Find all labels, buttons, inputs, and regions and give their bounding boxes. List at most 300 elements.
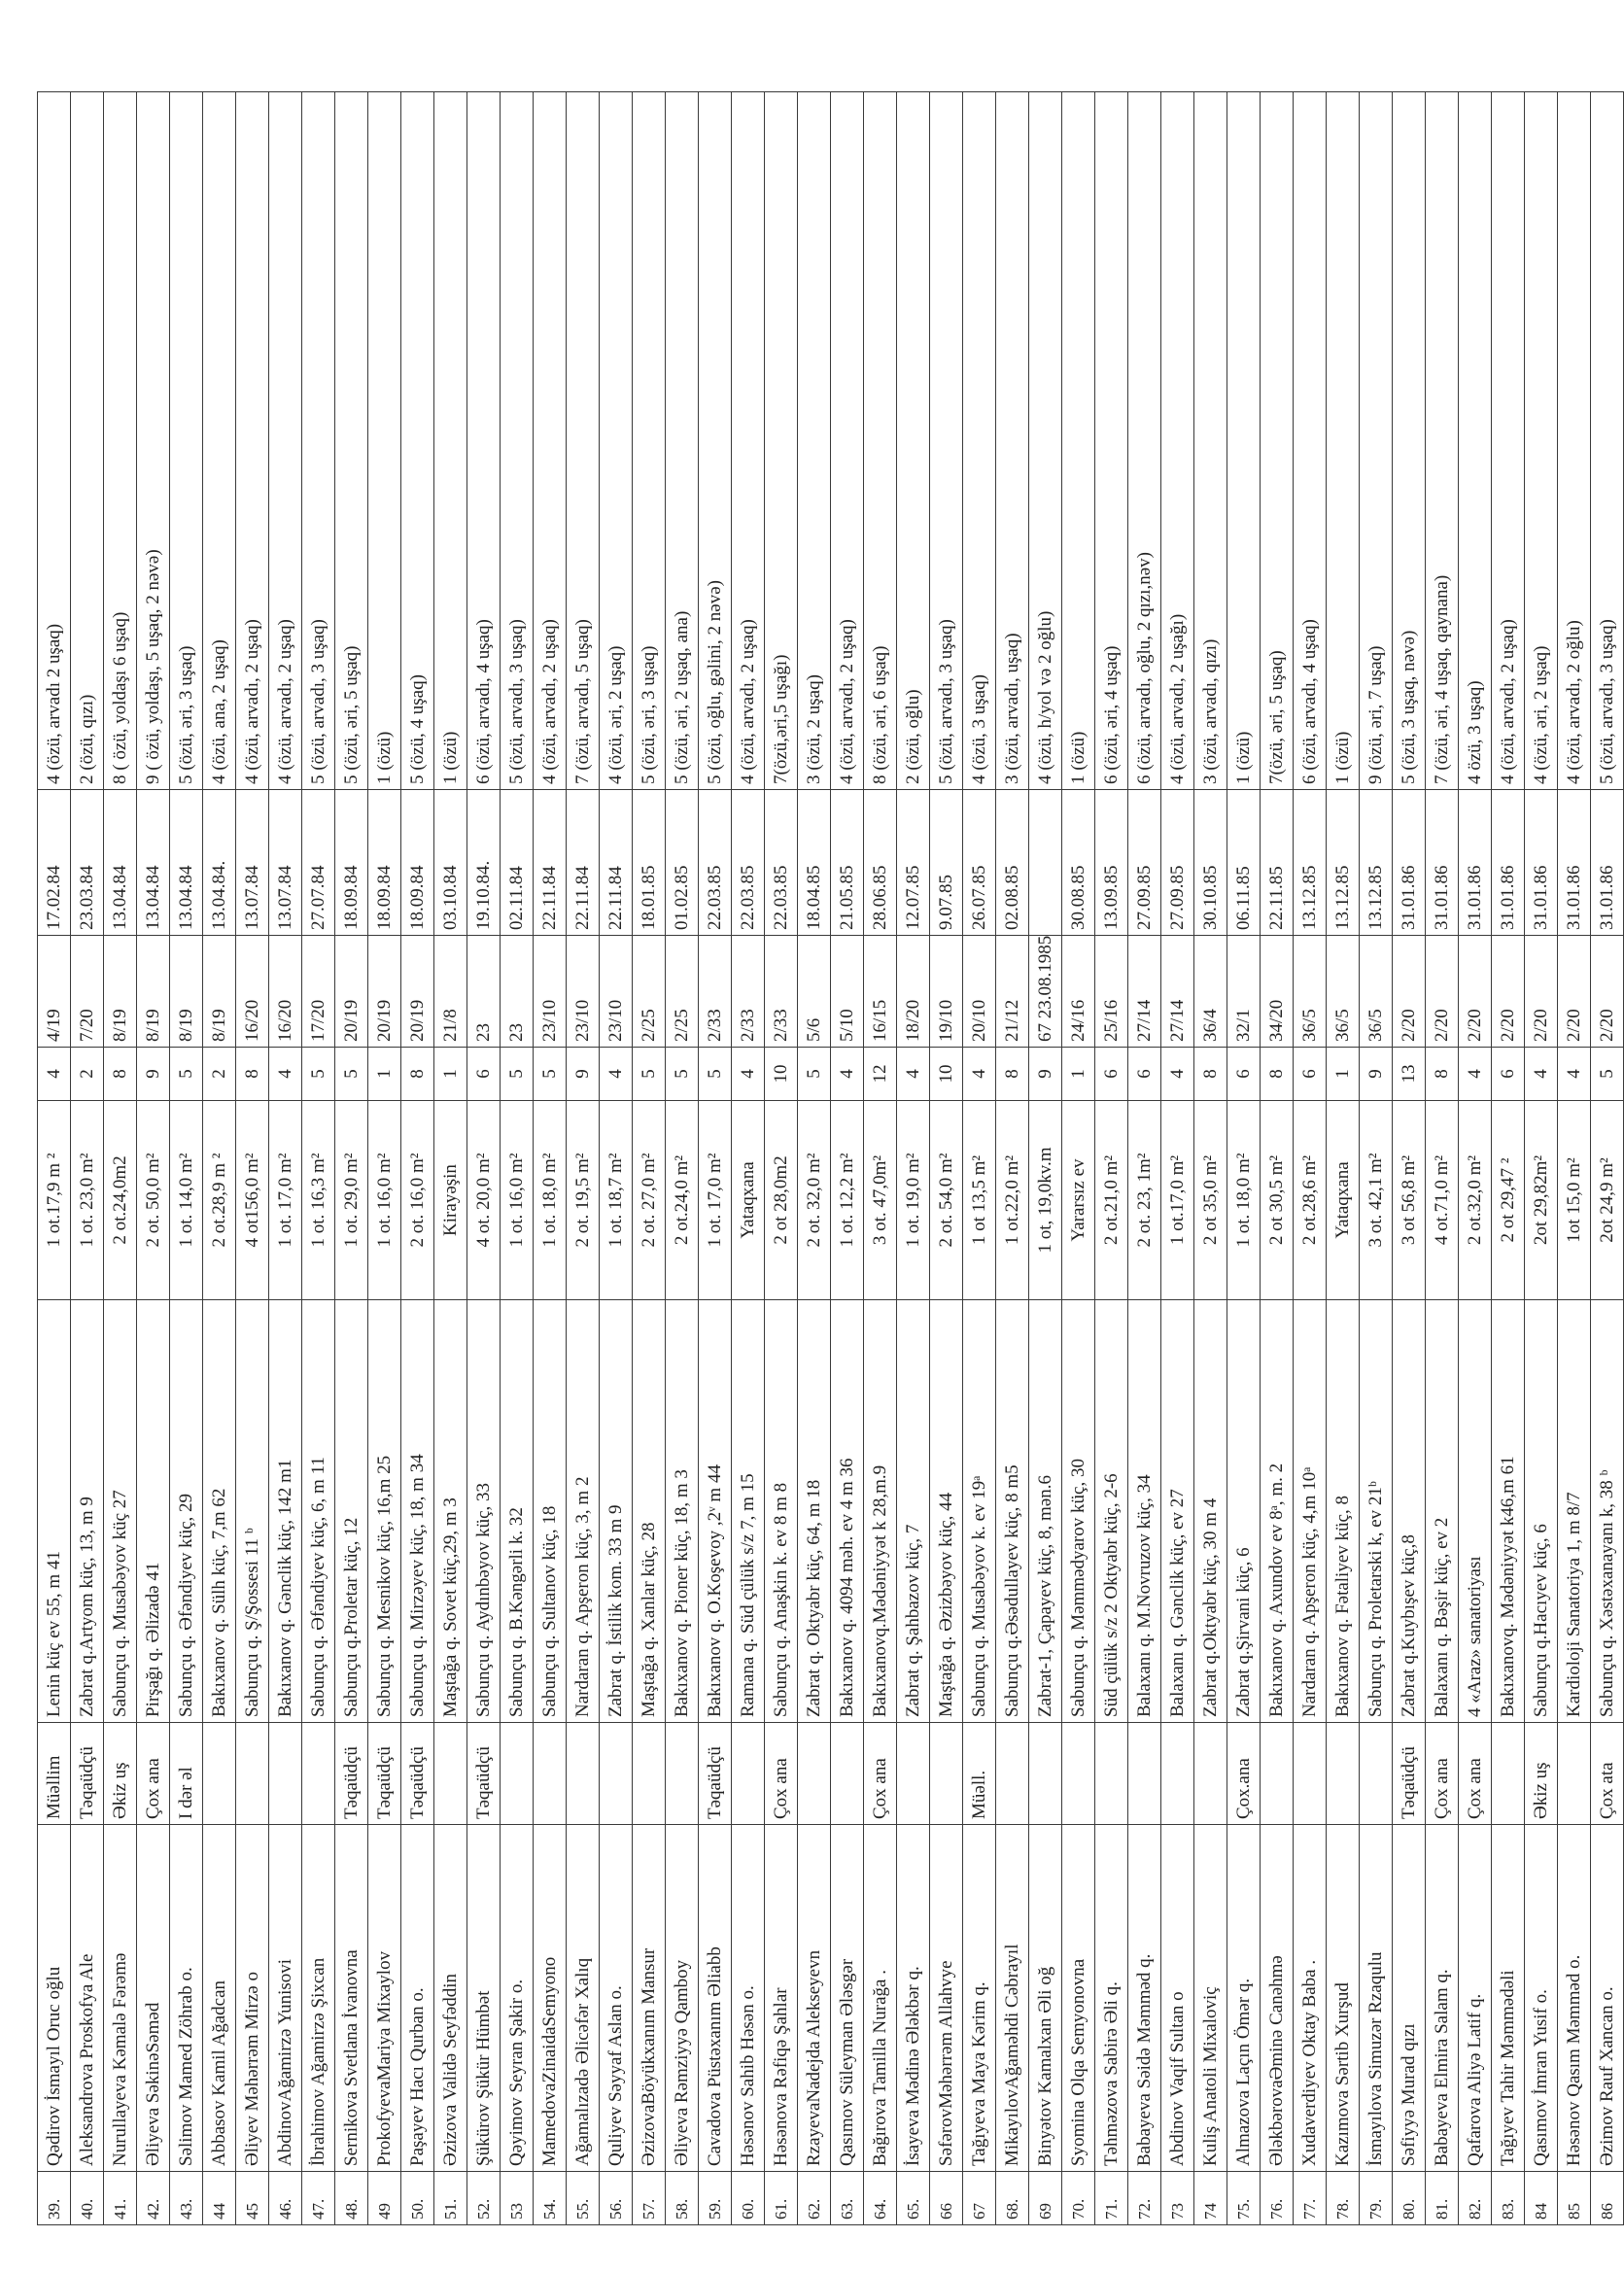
household-count-cell: 6 (1227, 1048, 1261, 1101)
row-number-cell: 64. (864, 2172, 897, 2225)
living-area-cell: 2 ot 30,5 m² (1261, 1101, 1294, 1300)
table-body (38, 92, 1624, 2225)
address-cell: Ramana q. Süd çülük s/z 7, m 15 (732, 1300, 765, 1723)
household-count-cell: 6 (1294, 1048, 1327, 1101)
category-cell: Çox ana (864, 1723, 897, 1825)
registration-date-cell: 13.09.85 (1095, 790, 1128, 936)
family-composition-cell: 1 (özü) (368, 92, 401, 790)
row-number-cell: 78. (1327, 2172, 1360, 2225)
household-count-cell: 5 (699, 1048, 732, 1101)
family-composition-cell: 1 (özü) (1227, 92, 1261, 790)
person-name-cell: Ağamalızadə Əlicəfər Xalıq (567, 1825, 600, 2172)
category-cell: Təqaüdçü (1393, 1723, 1426, 1825)
living-area-cell: 1 ot. 16,3 m² (302, 1101, 335, 1300)
table-row (1426, 92, 1459, 2225)
household-count-cell: 4 (600, 1048, 633, 1101)
living-area-cell: 3 ot 56,8 m² (1393, 1101, 1426, 1300)
address-cell: 4 «Araz» sanatoriyası (1459, 1300, 1492, 1723)
address-cell: Zabrat q.Kuybışev küç,8 (1393, 1300, 1426, 1723)
person-name-cell: MamedovaZinaidaSemyono (534, 1825, 567, 2172)
table-row (1227, 92, 1261, 2225)
living-area-cell: 1 ot.17,9 m ² (38, 1101, 71, 1300)
queue-number-cell: 23 (501, 936, 534, 1048)
living-area-cell: 2 ot. 23, 1m² (1128, 1101, 1161, 1300)
row-number-cell: 74 (1194, 2172, 1227, 2225)
queue-number-cell: 36/5 (1294, 936, 1327, 1048)
registration-date-cell: 31.01.86 (1426, 790, 1459, 936)
family-composition-cell: 4 (özü, arvadı 2 uşaq) (38, 92, 71, 790)
person-name-cell: Qasımov İmran Yusif o. (1525, 1825, 1558, 2172)
category-cell: Təqaüdçü (467, 1723, 501, 1825)
household-count-cell: 5 (1591, 1048, 1624, 1101)
row-number-cell: 50. (401, 2172, 434, 2225)
registration-date-cell: 22.11.84 (567, 790, 600, 936)
living-area-cell: 3 ot. 42,1 m² (1360, 1101, 1393, 1300)
living-area-cell: Yataqxana (1327, 1101, 1360, 1300)
row-number-cell: 84 (1525, 2172, 1558, 2225)
queue-number-cell: 36/5 (1327, 936, 1360, 1048)
family-composition-cell: 5 (özü, əri, 3 uşaq) (170, 92, 203, 790)
person-name-cell: Almazova Laçın Ömər q. (1227, 1825, 1261, 2172)
person-name-cell: Quliyev Səyyaf Aslan o. (600, 1825, 633, 2172)
person-name-cell: Sernikova Svetlana İvanovna (335, 1825, 368, 2172)
address-cell: Balaxanı q. M.Novruzov küç, 34 (1128, 1300, 1161, 1723)
queue-number-cell: 2/20 (1426, 936, 1459, 1048)
household-count-cell: 4 (831, 1048, 864, 1101)
table-row (236, 92, 269, 2225)
table-row (1095, 92, 1128, 2225)
queue-number-cell: 2/25 (666, 936, 699, 1048)
row-number-cell: 69 (1029, 2172, 1062, 2225)
table-row (600, 92, 633, 2225)
table-row (534, 92, 567, 2225)
queue-number-cell: 8/19 (137, 936, 170, 1048)
living-area-cell: 2 ot. 19,5 m² (567, 1101, 600, 1300)
living-area-cell: 1 ot.22,0 m² (996, 1101, 1029, 1300)
address-cell: Sabunçu q. Musabəyov k. ev 19ᵃ (963, 1300, 996, 1723)
living-area-cell: 2 ot. 32,0 m² (798, 1101, 831, 1300)
category-cell: Təqaüdçü (401, 1723, 434, 1825)
family-composition-cell: 6 (özü, arvadı, 4 uşaq) (1294, 92, 1327, 790)
table-row (1558, 92, 1591, 2225)
registration-date-cell: 30.08.85 (1062, 790, 1095, 936)
category-cell: Çox ana (137, 1723, 170, 1825)
row-number-cell: 73 (1161, 2172, 1194, 2225)
person-name-cell: İsayeva Mədinə Ələkbər q. (897, 1825, 930, 2172)
category-cell: Təqaüdçü (335, 1723, 368, 1825)
person-name-cell: MikayılovAğaməhdi Cəbrayıl (996, 1825, 1029, 2172)
registration-date-cell: 31.01.86 (1393, 790, 1426, 936)
row-number-cell: 66 (930, 2172, 963, 2225)
row-number-cell: 60. (732, 2172, 765, 2225)
registration-date-cell: 21.05.85 (831, 790, 864, 936)
category-cell (1128, 1723, 1161, 1825)
household-count-cell: 8 (1426, 1048, 1459, 1101)
living-area-cell: 1 ot. 23,0 m² (71, 1101, 104, 1300)
queue-number-cell: 2/25 (633, 936, 666, 1048)
row-number-cell: 77. (1294, 2172, 1327, 2225)
household-count-cell: 9 (1029, 1048, 1062, 1101)
queue-number-cell: 21/8 (434, 936, 467, 1048)
household-count-cell: 5 (501, 1048, 534, 1101)
living-area-cell: 1 ot. 17,0 m² (269, 1101, 302, 1300)
family-composition-cell: 5 (özü, arvadı, 3 uşaq) (302, 92, 335, 790)
household-count-cell: 2 (203, 1048, 236, 1101)
row-number-cell: 54. (534, 2172, 567, 2225)
household-count-cell: 10 (765, 1048, 798, 1101)
household-count-cell: 10 (930, 1048, 963, 1101)
family-composition-cell: 4 (özü, arvadı, 2 oğlu) (1558, 92, 1591, 790)
address-cell: Bakıxanov q. Axundov ev 8ᵃ, m. 2 (1261, 1300, 1294, 1723)
family-composition-cell: 1 (özü) (1327, 92, 1360, 790)
household-count-cell: 5 (633, 1048, 666, 1101)
address-cell: Pirşağı q. Əlizadə 41 (137, 1300, 170, 1723)
table-row (1492, 92, 1525, 2225)
family-composition-cell: 8 ( özü, yoldaşı 6 uşaq) (104, 92, 137, 790)
living-area-cell: 2 ot.24,0m2 (104, 1101, 137, 1300)
family-composition-cell: 7 (özü, arvadı, 5 uşaq) (567, 92, 600, 790)
table-row (71, 92, 104, 2225)
registration-date-cell: 22.11.84 (600, 790, 633, 936)
household-count-cell: 5 (534, 1048, 567, 1101)
table-row (1128, 92, 1161, 2225)
address-cell: Nardaran q. Apşeron küç, 3, m 2 (567, 1300, 600, 1723)
queue-number-cell: 2/20 (1459, 936, 1492, 1048)
family-composition-cell: 4 (özü, arvadı, 2 uşağı) (1161, 92, 1194, 790)
address-cell: Sabunçu q. Aydınbəyov küç, 33 (467, 1300, 501, 1723)
address-cell: Bakıxanov q. Gənclik küç, 142 m1 (269, 1300, 302, 1723)
family-composition-cell: 4 (özü, 3 uşaq) (963, 92, 996, 790)
row-number-cell: 58. (666, 2172, 699, 2225)
address-cell: Zabrat q.Şirvani küç, 6 (1227, 1300, 1261, 1723)
registration-date-cell: 31.01.86 (1459, 790, 1492, 936)
queue-number-cell: 23 (467, 936, 501, 1048)
living-area-cell: 2 ot.32,0 m² (1459, 1101, 1492, 1300)
queue-number-cell: 2/20 (1393, 936, 1426, 1048)
household-count-cell: 5 (170, 1048, 203, 1101)
table-row (732, 92, 765, 2225)
table-row (633, 92, 666, 2225)
family-composition-cell: 2 (özü, qızı) (71, 92, 104, 790)
table-row (1327, 92, 1360, 2225)
household-count-cell: 8 (401, 1048, 434, 1101)
table-row (368, 92, 401, 2225)
queue-number-cell: 36/4 (1194, 936, 1227, 1048)
address-cell: Zabrat q. Oktyabr küç, 64, m 18 (798, 1300, 831, 1723)
person-name-cell: Abdinov Vaqif Sultan o (1161, 1825, 1194, 2172)
family-composition-cell: 4 (özü, arvadı, 2 uşaq) (534, 92, 567, 790)
address-cell: Sabunçu q.Proletar küç, 12 (335, 1300, 368, 1723)
row-number-cell: 48. (335, 2172, 368, 2225)
family-composition-cell: 6 (özü, arvadı, 4 uşaq) (467, 92, 501, 790)
person-name-cell: Həsənova Rəfiqə Şahlar (765, 1825, 798, 2172)
registration-date-cell: 30.10.85 (1194, 790, 1227, 936)
category-cell (633, 1723, 666, 1825)
family-composition-cell: 9 (özü, əri, 7 uşaq) (1360, 92, 1393, 790)
table-row (765, 92, 798, 2225)
family-composition-cell: 5 (özü, əri, 3 uşaq) (633, 92, 666, 790)
registration-date-cell: 18.09.84 (335, 790, 368, 936)
row-number-cell: 49 (368, 2172, 401, 2225)
registration-date-cell: 31.01.86 (1591, 790, 1624, 936)
address-cell: Zabrat q. İstilik kom. 33 m 9 (600, 1300, 633, 1723)
address-cell: Sabunçu q. Sultanov küç, 18 (534, 1300, 567, 1723)
address-cell: Sabunçu q. Anaşkin k. ev 8 m 8 (765, 1300, 798, 1723)
registration-date-cell: 03.10.84 (434, 790, 467, 936)
person-name-cell: Qafarova Aliyə Latif q. (1459, 1825, 1492, 2172)
row-number-cell: 62. (798, 2172, 831, 2225)
person-name-cell: İbrahimov Ağamirzə Şixcan (302, 1825, 335, 2172)
living-area-cell: 2 ot 28,0m2 (765, 1101, 798, 1300)
table-row (1261, 92, 1294, 2225)
person-name-cell: AbdinovAğamirzə Yunisovi (269, 1825, 302, 2172)
household-count-cell: 9 (1360, 1048, 1393, 1101)
living-area-cell: 4 ot.71,0 m² (1426, 1101, 1459, 1300)
queue-number-cell: 16/20 (269, 936, 302, 1048)
category-cell (1261, 1723, 1294, 1825)
family-composition-cell: 4 (özü, arvadı, 2 uşaq) (831, 92, 864, 790)
address-cell: Zabrat q.Artyom küç, 13, m 9 (71, 1300, 104, 1723)
row-number-cell: 65. (897, 2172, 930, 2225)
category-cell (798, 1723, 831, 1825)
household-count-cell: 6 (467, 1048, 501, 1101)
category-cell (996, 1723, 1029, 1825)
person-name-cell: Xudaverdiyev Oktay Baba . (1294, 1825, 1327, 2172)
category-cell (1492, 1723, 1525, 1825)
household-count-cell: 8 (1194, 1048, 1227, 1101)
table-row (897, 92, 930, 2225)
address-cell: Nardaran q. Apşeron küç, 4,m 10ᵃ (1294, 1300, 1327, 1723)
living-area-cell: 2 ot 29,47 ² (1492, 1101, 1525, 1300)
row-number-cell: 68. (996, 2172, 1029, 2225)
household-count-cell: 1 (1062, 1048, 1095, 1101)
family-composition-cell: 3 (özü, arvadı, uşaq) (996, 92, 1029, 790)
person-name-cell: Əzimov Rauf Xancan o. (1591, 1825, 1624, 2172)
category-cell (1095, 1723, 1128, 1825)
queue-number-cell: 24/16 (1062, 936, 1095, 1048)
registration-date-cell: 18.04.85 (798, 790, 831, 936)
person-name-cell: RzayevaNadejda Alekseyevn (798, 1825, 831, 2172)
queue-number-cell: 32/1 (1227, 936, 1261, 1048)
category-cell (1029, 1723, 1062, 1825)
table-row (864, 92, 897, 2225)
category-cell (1194, 1723, 1227, 1825)
registration-date-cell: 13.04.84 (170, 790, 203, 936)
family-composition-cell: 2 (özü, oğlu) (897, 92, 930, 790)
household-count-cell: 8 (104, 1048, 137, 1101)
queue-number-cell: 2/20 (1525, 936, 1558, 1048)
person-name-cell: İsmayılova Simuzər Rzaqulu (1360, 1825, 1393, 2172)
registration-date-cell: 02.08.85 (996, 790, 1029, 936)
address-cell: Sabunçu q. Məmmədyarov küç, 30 (1062, 1300, 1095, 1723)
person-name-cell: Nurullayeva Kəmalə Fərəmə (104, 1825, 137, 2172)
queue-number-cell: 7/20 (71, 936, 104, 1048)
queue-number-cell: 21/12 (996, 936, 1029, 1048)
table-row (996, 92, 1029, 2225)
queue-number-cell: 17/20 (302, 936, 335, 1048)
family-composition-cell: 4 (özü, arvadı, 2 uşaq) (1492, 92, 1525, 790)
living-area-cell: 1 ot. 29,0 m² (335, 1101, 368, 1300)
family-composition-cell: 5 (özü, 4 uşaq) (401, 92, 434, 790)
family-composition-cell: 4 (özü, arvadı, 2 uşaq) (236, 92, 269, 790)
address-cell: Sabunçu q. Əfəndiyev küç, 29 (170, 1300, 203, 1723)
living-area-cell: Yataqxana (732, 1101, 765, 1300)
queue-number-cell: 8/19 (104, 936, 137, 1048)
registration-date-cell: 27.07.84 (302, 790, 335, 936)
person-name-cell: Əliyeva Rəmziyyə Qamboy (666, 1825, 699, 2172)
queue-number-cell: 23/10 (534, 936, 567, 1048)
household-count-cell: 4 (897, 1048, 930, 1101)
registration-date-cell: 22.03.85 (732, 790, 765, 936)
living-area-cell: 2 ot 35,0 m² (1194, 1101, 1227, 1300)
registration-date-cell: 06.11.85 (1227, 790, 1261, 936)
family-composition-cell: 5 (özü, arvadı, 3 uşaq) (501, 92, 534, 790)
category-cell: Çox.ana (1227, 1723, 1261, 1825)
table-row (203, 92, 236, 2225)
table-row (335, 92, 368, 2225)
living-area-cell: 4 ot156,0 m² (236, 1101, 269, 1300)
person-name-cell: Babayeva Elmira Salam q. (1426, 1825, 1459, 2172)
category-cell (897, 1723, 930, 1825)
table-row (699, 92, 732, 2225)
row-number-cell: 85 (1558, 2172, 1591, 2225)
category-cell (302, 1723, 335, 1825)
living-area-cell: 4 ot. 20,0 m² (467, 1101, 501, 1300)
table-row (170, 92, 203, 2225)
living-area-cell: 2 ot. 54,0 m² (930, 1101, 963, 1300)
living-area-cell: 1 ot. 18,0 m² (534, 1101, 567, 1300)
row-number-cell: 61. (765, 2172, 798, 2225)
row-number-cell: 52. (467, 2172, 501, 2225)
household-count-cell: 12 (864, 1048, 897, 1101)
household-count-cell: 8 (236, 1048, 269, 1101)
row-number-cell: 79. (1360, 2172, 1393, 2225)
queue-number-cell: 8/19 (170, 936, 203, 1048)
household-count-cell: 4 (963, 1048, 996, 1101)
category-cell: Çox ana (1426, 1723, 1459, 1825)
table-row (401, 92, 434, 2225)
family-composition-cell: 5 (özü, arvadı, 3 uşaq) (1591, 92, 1624, 790)
person-name-cell: Binyətov Kamalxan Əli oğ (1029, 1825, 1062, 2172)
category-cell (930, 1723, 963, 1825)
queue-number-cell: 27/14 (1128, 936, 1161, 1048)
address-cell: Maştağa q. Xanlar küç, 28 (633, 1300, 666, 1723)
queue-number-cell: 5/6 (798, 936, 831, 1048)
category-cell: Müəll. (963, 1723, 996, 1825)
category-cell (434, 1723, 467, 1825)
row-number-cell: 43. (170, 2172, 203, 2225)
address-cell: Sabunçu q. B.Kəngərli k. 32 (501, 1300, 534, 1723)
address-cell: Zabrat q.Oktyabr küç, 30 m 4 (1194, 1300, 1227, 1723)
registration-date-cell: 13.04.84 (104, 790, 137, 936)
address-cell: Sabunçu q. Ş/Şossesi 11 ᵇ (236, 1300, 269, 1723)
housing-registry-table (37, 91, 1624, 2225)
table-row (1194, 92, 1227, 2225)
household-count-cell: 9 (567, 1048, 600, 1101)
person-name-cell: Həsənov Sahib Həsən o. (732, 1825, 765, 2172)
queue-number-cell: 19/10 (930, 936, 963, 1048)
table-row (831, 92, 864, 2225)
row-number-cell: 75. (1227, 2172, 1261, 2225)
person-name-cell: Həsənov Qasım Məmməd o. (1558, 1825, 1591, 2172)
queue-number-cell: 2/20 (1591, 936, 1624, 1048)
family-composition-cell: 4 (özü, arvadı, 2 uşaq) (732, 92, 765, 790)
category-cell: Çox ana (1459, 1723, 1492, 1825)
address-cell: Bakıxanov q. Fətaliyev küç, 8 (1327, 1300, 1360, 1723)
address-cell: Maştağa q. Əzizbəyov küç, 44 (930, 1300, 963, 1723)
living-area-cell: 2ot 24,9 m² (1591, 1101, 1624, 1300)
row-number-cell: 71. (1095, 2172, 1128, 2225)
household-count-cell: 6 (1128, 1048, 1161, 1101)
queue-number-cell: 16/15 (864, 936, 897, 1048)
table-row (930, 92, 963, 2225)
category-cell (1062, 1723, 1095, 1825)
category-cell: Təqaüdçü (71, 1723, 104, 1825)
living-area-cell: 1 ot. 12,2 m² (831, 1101, 864, 1300)
category-cell (1294, 1723, 1327, 1825)
row-number-cell: 67 (963, 2172, 996, 2225)
household-count-cell: 4 (38, 1048, 71, 1101)
queue-number-cell: 4/19 (38, 936, 71, 1048)
household-count-cell: 1 (368, 1048, 401, 1101)
registration-date-cell: 13.07.84 (236, 790, 269, 936)
row-number-cell: 72. (1128, 2172, 1161, 2225)
row-number-cell: 55. (567, 2172, 600, 2225)
table-row (963, 92, 996, 2225)
household-count-cell: 13 (1393, 1048, 1426, 1101)
row-number-cell: 46. (269, 2172, 302, 2225)
person-name-cell: Abbasov Kamil Ağadcan (203, 1825, 236, 2172)
person-name-cell: Syomina Olqa Semyonovna (1062, 1825, 1095, 2172)
category-cell (236, 1723, 269, 1825)
registration-date-cell: 27.09.85 (1128, 790, 1161, 936)
person-name-cell: Təhməzova Sabirə Əli q. (1095, 1825, 1128, 2172)
address-cell: Bakıxanov q. O.Koşevoy ,2ᵛ m 44 (699, 1300, 732, 1723)
row-number-cell: 70. (1062, 2172, 1095, 2225)
table-row (104, 92, 137, 2225)
living-area-cell: 1 ot, 19,0kv.m (1029, 1101, 1062, 1300)
category-cell: I dər əl (170, 1723, 203, 1825)
registration-date-cell: 18.09.84 (368, 790, 401, 936)
registration-date-cell: 22.03.85 (765, 790, 798, 936)
category-cell: Təqaüdçü (699, 1723, 732, 1825)
address-cell: Sabunçu q.Əsədullayev küç, 8 m5 (996, 1300, 1029, 1723)
person-name-cell: Əliyeva SəkinəSəməd (137, 1825, 170, 2172)
family-composition-cell: 4 (özü, h/yol və 2 oğlu) (1029, 92, 1062, 790)
person-name-cell: Əzizova Validə Seyfəddin (434, 1825, 467, 2172)
address-cell: Bakıxanov q. 4094 məh. ev 4 m 36 (831, 1300, 864, 1723)
table-row (1294, 92, 1327, 2225)
table-row (1591, 92, 1624, 2225)
registration-date-cell: 18.09.84 (401, 790, 434, 936)
household-count-cell: 2 (71, 1048, 104, 1101)
address-cell: Maştağa q. Sovet küç,29, m 3 (434, 1300, 467, 1723)
person-name-cell: Qədirov İsmayıl Oruc oğlu (38, 1825, 71, 2172)
living-area-cell: 2 ot. 50,0 m² (137, 1101, 170, 1300)
row-number-cell: 45 (236, 2172, 269, 2225)
household-count-cell: 4 (732, 1048, 765, 1101)
table-row (1393, 92, 1426, 2225)
registration-date-cell: 13.07.84 (269, 790, 302, 936)
category-cell: Təqaüdçü (368, 1723, 401, 1825)
registration-date-cell: 22.11.85 (1261, 790, 1294, 936)
living-area-cell: Yararsız ev (1062, 1101, 1095, 1300)
registration-date-cell: 28.06.85 (864, 790, 897, 936)
person-name-cell: Tağıyeva Maya Kərim q. (963, 1825, 996, 2172)
living-area-cell: 1 ot. 17,0 m² (699, 1101, 732, 1300)
living-area-cell: 1 ot. 16,0 m² (501, 1101, 534, 1300)
queue-number-cell: 23/10 (567, 936, 600, 1048)
